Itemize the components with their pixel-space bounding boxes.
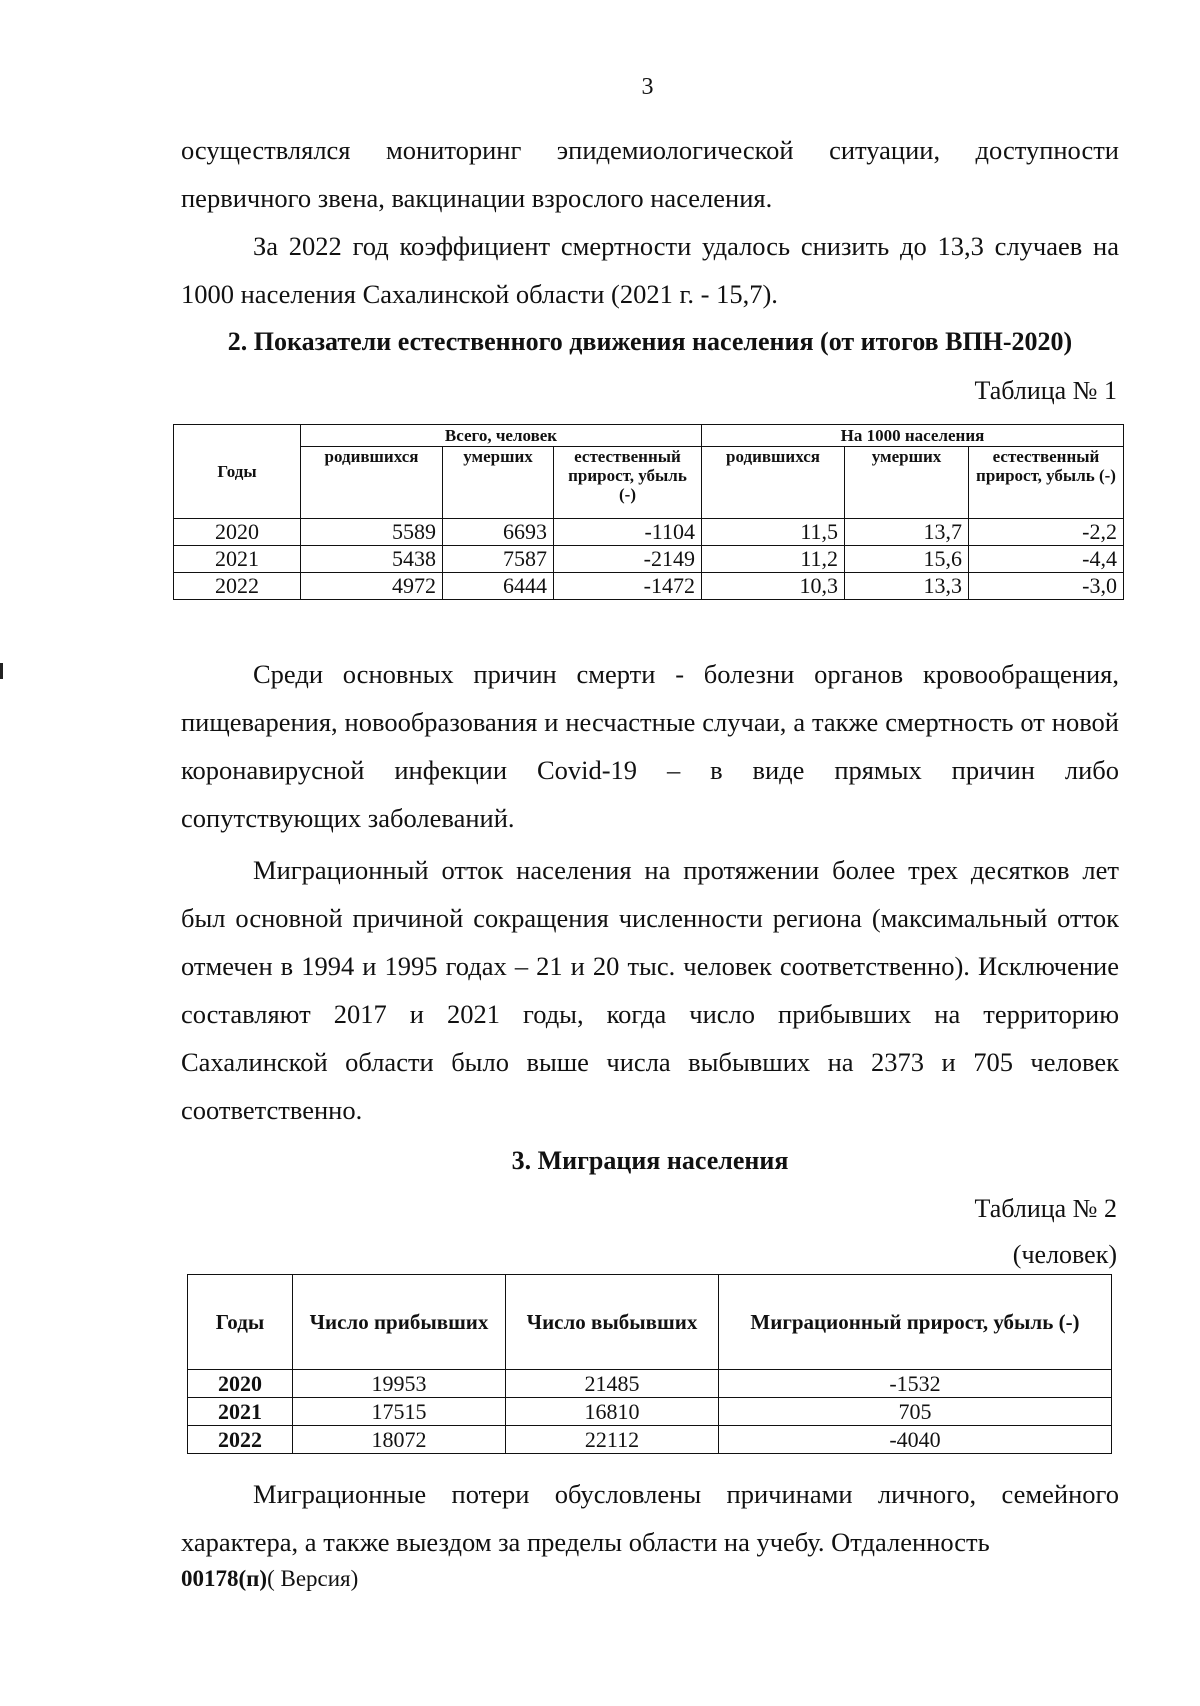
table-row bbox=[188, 1370, 1112, 1398]
arrived-cell: 19953 bbox=[293, 1370, 506, 1398]
scan-edge-mark bbox=[0, 663, 3, 679]
departed-cell: 16810 bbox=[506, 1398, 719, 1426]
table-row bbox=[188, 1398, 1112, 1426]
table-1-header-births: родившихся bbox=[301, 447, 443, 519]
section-3-title: 3. Миграция населения bbox=[511, 1146, 789, 1175]
table-row bbox=[174, 573, 1124, 600]
paragraph-mortality-rate: За 2022 год коэффициент смертности удалось снизить до 13,3 случаев на 1000 населения Сахалинской области (2021 г. - 15,7). bbox=[181, 231, 1119, 309]
table-2-unit: (человек) bbox=[1012, 1240, 1117, 1269]
table-1-header-total: Всего, человек bbox=[301, 425, 702, 447]
year-cell: 2022 bbox=[188, 1426, 293, 1454]
natural-rate-cell: -4,4 bbox=[969, 546, 1124, 573]
year-cell: 2021 bbox=[174, 546, 301, 573]
arrived-cell: 17515 bbox=[293, 1398, 506, 1426]
births-cell: 4972 bbox=[301, 573, 443, 600]
migration-cell: 705 bbox=[719, 1398, 1112, 1426]
deaths-rate-cell: 13,3 bbox=[845, 573, 969, 600]
year-cell: 2020 bbox=[174, 519, 301, 546]
natural-rate-cell: -3,0 bbox=[969, 573, 1124, 600]
year-cell: 2020 bbox=[188, 1370, 293, 1398]
natural-rate-cell: -2,2 bbox=[969, 519, 1124, 546]
migration-cell: -1532 bbox=[719, 1370, 1112, 1398]
births-rate-cell: 11,2 bbox=[702, 546, 845, 573]
table-row bbox=[188, 1426, 1112, 1454]
paragraph-migration-outflow: Миграционный отток населения на протяжении более трех десятков лет был основной причиной сокращения численности региона (максимальный отток отмечен в 1994 и 1995 годах – 21 и 20 тыс. человек соответственно). Исключение составляют 2017 и 2021 годы, когда число прибывших на территорию Сахалинской области было выше числа выбывших на 2373 и 705 человек соответственно. bbox=[181, 855, 1119, 1125]
table-2-header-departed: Число выбывших bbox=[506, 1275, 719, 1370]
paragraph-migration-losses: Миграционные потери обусловлены причинами личного, семейного характера, а также выездом за пределы области на учебу. Отдаленность bbox=[181, 1479, 1119, 1557]
births-rate-cell: 11,5 bbox=[702, 519, 845, 546]
table-1-header-per-1000: На 1000 населения bbox=[702, 425, 1124, 447]
departed-cell: 22112 bbox=[506, 1426, 719, 1454]
footer-code: 00178(п) bbox=[181, 1566, 268, 1591]
deaths-cell: 6444 bbox=[443, 573, 554, 600]
births-cell: 5589 bbox=[301, 519, 443, 546]
table-1-header-deaths: умерших bbox=[443, 447, 554, 519]
year-cell: 2021 bbox=[188, 1398, 293, 1426]
page-number: 3 bbox=[641, 74, 654, 100]
migration-table bbox=[187, 1274, 1112, 1454]
natural-cell: -2149 bbox=[554, 546, 702, 573]
migration-cell: -4040 bbox=[719, 1426, 1112, 1454]
births-rate-cell: 10,3 bbox=[702, 573, 845, 600]
table-row bbox=[174, 546, 1124, 573]
section-2-title: 2. Показатели естественного движения населения (от итогов ВПН-2020) bbox=[227, 327, 1073, 356]
deaths-cell: 7587 bbox=[443, 546, 554, 573]
deaths-rate-cell: 15,6 bbox=[845, 546, 969, 573]
table-1-caption: Таблица № 1 bbox=[974, 376, 1117, 405]
table-1-header-deaths-rate: умерших bbox=[845, 447, 969, 519]
paragraph-monitoring: осуществлялся мониторинг эпидемиологической ситуации, доступности первичного звена, вакцинации взрослого населения. bbox=[181, 135, 1119, 213]
table-2-header-years: Годы bbox=[188, 1275, 293, 1370]
natural-movement-table bbox=[173, 424, 1124, 600]
paragraph-causes-of-death: Среди основных причин смерти - болезни органов кровообращения, пищеварения, новообразования и несчастные случаи, а также смертность от новой коронавирусной инфекции Covid-19 – в виде прямых причин либо сопутствующих заболеваний. bbox=[181, 659, 1119, 833]
footer-version: ( Версия) bbox=[267, 1566, 359, 1591]
table-1-header-natural-rate: естественный прирост, убыль (-) bbox=[969, 447, 1124, 519]
deaths-cell: 6693 bbox=[443, 519, 554, 546]
table-row bbox=[174, 519, 1124, 546]
departed-cell: 21485 bbox=[506, 1370, 719, 1398]
table-1-header-years: Годы bbox=[174, 425, 301, 519]
document-footer bbox=[181, 1566, 358, 1592]
arrived-cell: 18072 bbox=[293, 1426, 506, 1454]
table-1-header-natural: естественный прирост, убыль (-) bbox=[554, 447, 702, 519]
year-cell: 2022 bbox=[174, 573, 301, 600]
births-cell: 5438 bbox=[301, 546, 443, 573]
table-1-header-births-rate: родившихся bbox=[702, 447, 845, 519]
table-2-header-migration: Миграционный прирост, убыль (-) bbox=[719, 1275, 1112, 1370]
table-2-header-arrived: Число прибывших bbox=[293, 1275, 506, 1370]
deaths-rate-cell: 13,7 bbox=[845, 519, 969, 546]
table-2-caption: Таблица № 2 bbox=[974, 1194, 1117, 1223]
natural-cell: -1472 bbox=[554, 573, 702, 600]
natural-cell: -1104 bbox=[554, 519, 702, 546]
